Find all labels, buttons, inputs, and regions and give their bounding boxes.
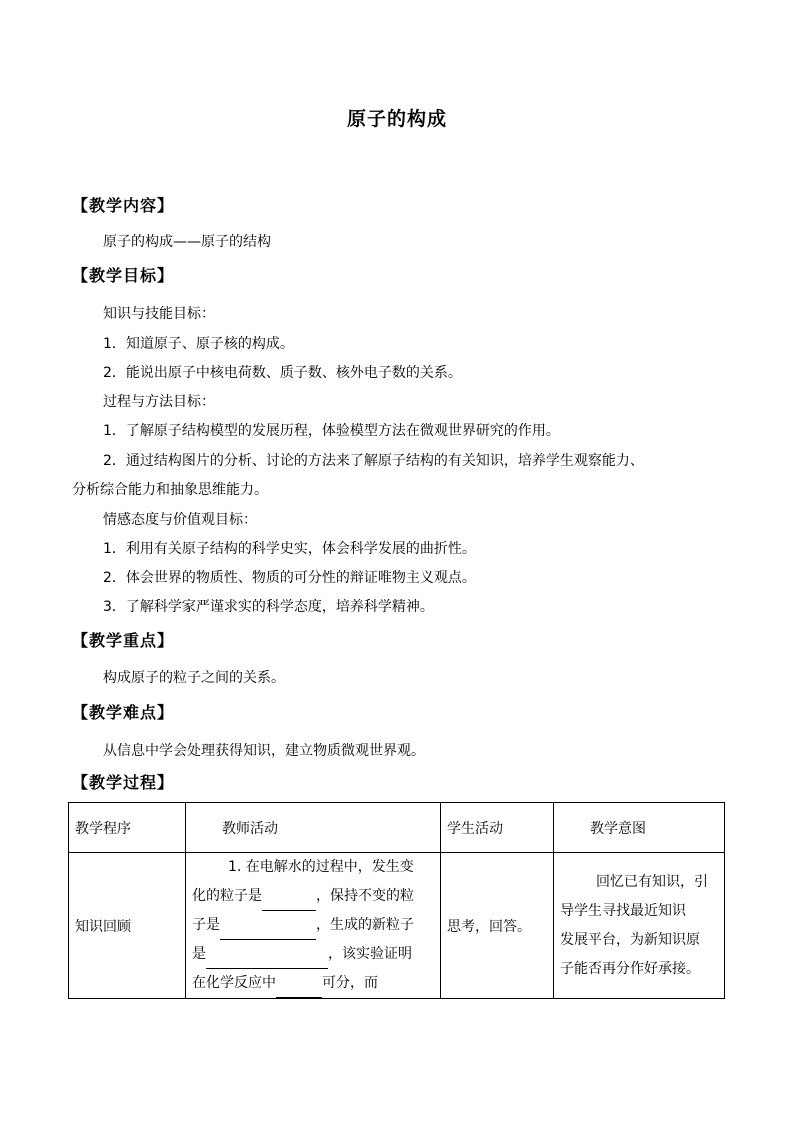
intent-line-1: 回忆已有知识，引: [596, 873, 708, 890]
teacher-line-1: 1. 在电解水的过程中，发生变: [228, 859, 414, 875]
intent-line-4: 子能否再分作好承接。: [560, 960, 700, 977]
fill-blank[interactable]: [262, 894, 316, 911]
section-heading-key-point: 【教学重点】: [72, 631, 175, 650]
teacher-line-4: 是 ，该实验证明: [192, 940, 434, 969]
teacher-line-3: 子是 ，生成的新粒子: [192, 911, 434, 940]
table-cell-intent: [554, 853, 725, 999]
table-header-row: [69, 803, 725, 853]
intent-line-3: 发展平台，为新知识原: [560, 931, 700, 948]
table-header-stage: 教学程序: [69, 803, 186, 853]
fill-blank[interactable]: [220, 923, 316, 940]
section-heading-content: 【教学内容】: [72, 196, 175, 215]
goal-process-2a: 2．通过结构图片的分析、讨论的方法来了解原子结构的有关知识，培养学生观察能力、: [103, 453, 644, 469]
teacher-line-2: 化的粒子是 ，保持不变的粒: [192, 882, 434, 911]
page-title: 原子的构成: [346, 108, 447, 130]
intent-line-2: 导学生寻找最近知识: [560, 902, 686, 919]
goal-emotion-2: 2．体会世界的物质性、物质的可分性的辩证唯物主义观点。: [103, 570, 476, 586]
key-point-text: 构成原子的粒子之间的关系。: [103, 670, 285, 686]
goal-process-2b: 分析综合能力和抽象思维能力。: [72, 482, 268, 498]
table-header-intent: 教学意图: [554, 803, 725, 853]
table-row: [69, 853, 725, 999]
table-cell-stage: 知识回顾: [69, 853, 186, 999]
table-header-teacher: 教师活动: [186, 803, 441, 853]
table-cell-teacher: [186, 853, 441, 999]
table-cell-student: 思考，回答。: [441, 853, 554, 999]
process-table: [68, 802, 725, 999]
goal-process-heading: 过程与方法目标：: [103, 394, 215, 410]
content-text: 原子的构成——原子的结构: [103, 234, 271, 250]
goal-knowledge-2: 2．能说出原子中核电荷数、质子数、核外电子数的关系。: [103, 365, 462, 381]
teacher-line-5: 在化学反应中 可分，而: [192, 969, 434, 998]
goal-process-1: 1．了解原子结构模型的发展历程，体验模型方法在微观世界研究的作用。: [103, 423, 560, 439]
goal-emotion-3: 3．了解科学家严谨求实的科学态度，培养科学精神。: [103, 599, 434, 615]
section-heading-difficulty: 【教学难点】: [72, 703, 175, 722]
section-heading-process: 【教学过程】: [72, 773, 175, 792]
fill-blank[interactable]: [276, 981, 322, 998]
table-header-student: 学生活动: [441, 803, 554, 853]
goal-knowledge-1: 1．知道原子、原子核的构成。: [103, 336, 294, 352]
fill-blank[interactable]: [206, 952, 328, 969]
difficulty-text: 从信息中学会处理获得知识，建立物质微观世界观。: [103, 743, 425, 759]
goal-emotion-heading: 情感态度与价值观目标：: [103, 512, 257, 528]
section-heading-goals: 【教学目标】: [72, 266, 175, 285]
goal-knowledge-heading: 知识与技能目标：: [103, 306, 215, 322]
goal-emotion-1: 1．利用有关原子结构的科学史实，体会科学发展的曲折性。: [103, 541, 476, 557]
